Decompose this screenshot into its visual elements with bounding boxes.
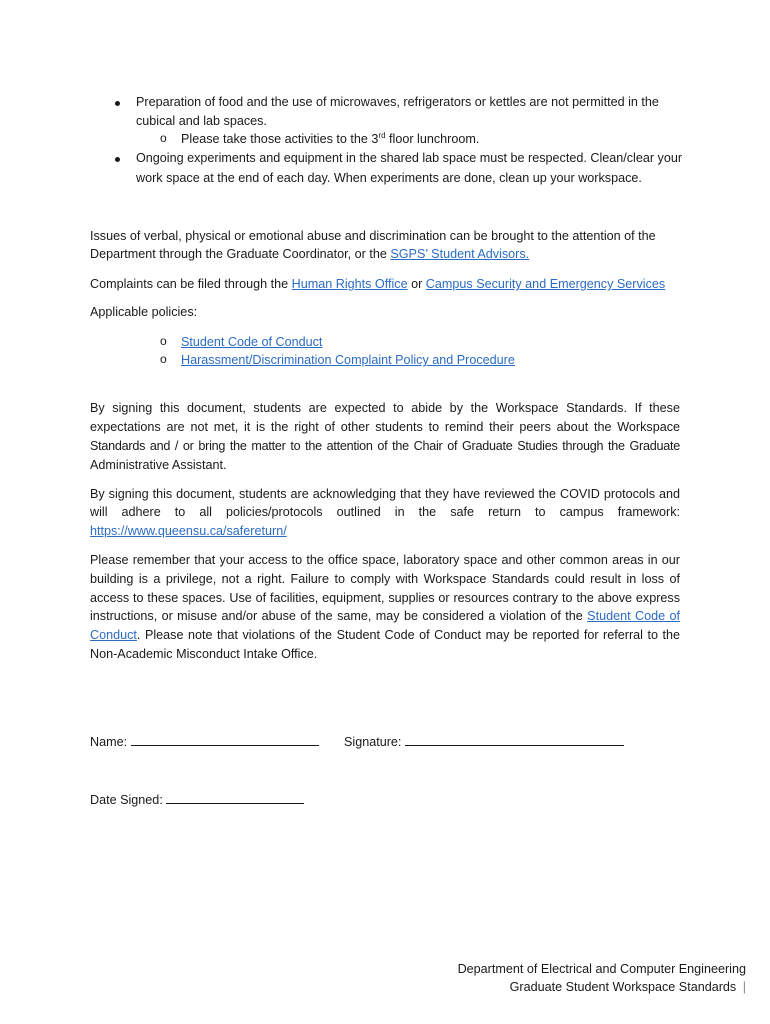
bullet-marker [115,157,120,162]
human-rights-office-link[interactable]: Human Rights Office [291,277,408,291]
access-para-line-4-text: instructions, or misuse and/or abuse of the same, may be considered a violation of the [90,609,588,623]
policy-marker: o [160,352,167,366]
signing-para-1-line-3: Standards and / or bring the matter to the attention of the Chair of Graduate Studies through the Graduate [90,439,680,453]
access-para-line-2: building is a privilege, not a right. Failure to comply with Workspace Standards could result in loss of [90,572,680,586]
signing-para-2-line-2: will adhere to all policies/protocols outlined in the safe return to campus framework: [90,505,680,519]
date-blank-line[interactable] [166,791,304,804]
signing-para-1-line-4: Administrative Assistant. [90,458,227,472]
student-code-link-part-1[interactable]: Student Code of [587,609,680,623]
bullet-1-line-1: Preparation of food and the use of microwaves, refrigerators or kettles are not permitted in the [136,95,659,109]
bullet-1-line-2: cubical and lab spaces. [136,114,267,128]
access-para-line-6: Non-Academic Misconduct Intake Office. [90,647,318,661]
abuse-para-line-2 [90,245,529,264]
signature-label: Signature: [344,735,405,749]
name-field[interactable] [90,733,319,752]
bullet-marker [115,101,120,106]
footer-title-text: Graduate Student Workspace Standards [509,980,737,994]
complaints-line [90,275,665,294]
sub-item-text-before: Please take those activities to the 3 [181,132,379,146]
signing-para-2-line-1: By signing this document, students are acknowledging that they have reviewed the COVID protocols and [90,487,680,501]
footer-document-title [458,978,746,996]
name-blank-line[interactable] [131,733,319,746]
access-para-line-3: access to these spaces. Use of facilities, equipment, supplies or resources contrary to the above express [90,591,680,605]
policies-heading: Applicable policies: [90,305,198,319]
access-para-line-5 [90,626,680,645]
complaints-text-mid: or [407,277,426,291]
student-code-of-conduct-link[interactable]: Student Code of Conduct [181,335,323,349]
signing-para-1-line-2: expectations are not met, it is the right of other students to remind their peers about the Workspace [90,420,680,434]
policy-marker: o [160,334,167,348]
harassment-policy-link[interactable]: Harassment/Discrimination Complaint Policy and Procedure [181,353,515,367]
footer-department: Department of Electrical and Computer Engineering [457,962,746,976]
bullet-2-line-1: Ongoing experiments and equipment in the shared lab space must be respected. Clean/clear your [136,151,683,165]
safe-return-link[interactable]: https://www.queensu.ca/safereturn/ [90,524,287,538]
campus-security-link[interactable]: Campus Security and Emergency Services [425,277,666,291]
sub-item-superscript: rd [378,130,386,140]
bullet-1-sub-item [181,130,479,149]
date-signed-field[interactable] [90,791,304,810]
name-label: Name: [90,735,131,749]
access-para-line-5-text: . Please note that violations of the Student Code of Conduct may be reported for referral to the [136,628,680,642]
sgps-advisors-link[interactable]: SGPS’ Student Advisors. [390,247,530,261]
sub-item-text-after: floor lunchroom. [385,132,480,146]
abuse-para-line-1: Issues of verbal, physical or emotional abuse and discrimination can be brought to the attention of the [90,229,656,243]
signature-field[interactable] [344,733,624,752]
signing-para-1-line-1: By signing this document, students are expected to abide by the Workspace Standards. If these [90,401,680,415]
date-signed-label: Date Signed: [90,793,167,807]
abuse-text: Department through the Graduate Coordinator, or the [90,247,391,261]
signature-blank-line[interactable] [405,733,624,746]
bullet-2-line-2: work space at the end of each day. When experiments are done, clean up your workspace. [136,171,642,185]
access-para-line-4 [90,607,680,626]
footer [458,960,746,996]
access-para-line-1: Please remember that your access to the office space, laboratory space and other common areas in our [90,553,680,567]
complaints-text-before: Complaints can be filed through the [90,277,292,291]
student-code-link-part-2[interactable]: Conduct [90,628,137,642]
footer-separator: | [742,980,746,994]
sub-bullet-marker: o [160,131,167,145]
